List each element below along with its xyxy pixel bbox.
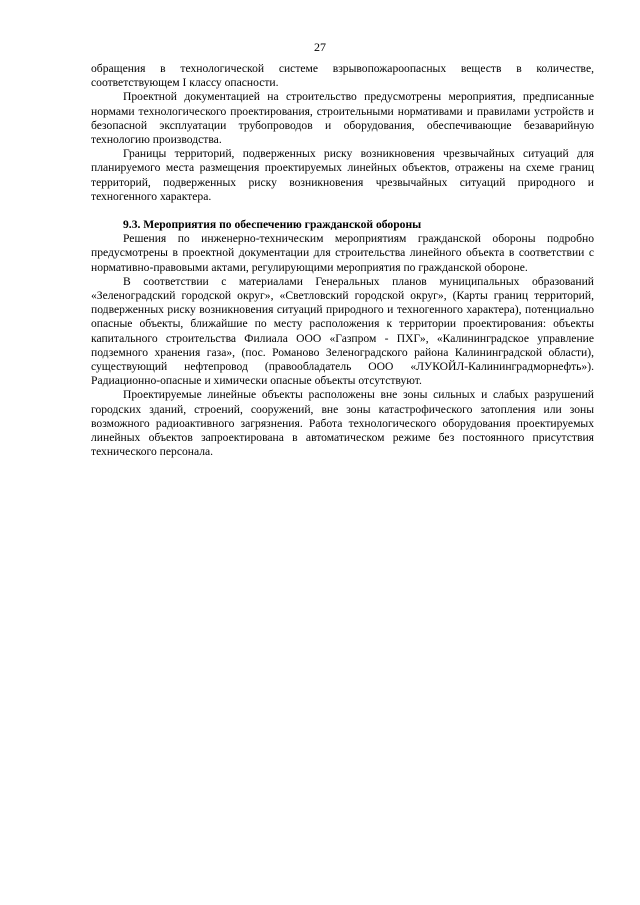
page-number: 27: [314, 40, 326, 54]
paragraph-design-measures: Проектной документацией на строительство предусмотрены мероприятия, предписанные нормами технологического проектирования, строительными нормативами и правилами устройств и безопасной эксплуатации трубопроводов и оборудования, обеспечивающие безаварийную технологию производства.: [91, 90, 594, 147]
paragraph-continuation: обращения в технологической системе взрывопожароопасных веществ в количестве, соответствующем I классу опасности.: [91, 62, 594, 90]
paragraph-risk-boundaries: Границы территорий, подверженных риску возникновения чрезвычайных ситуаций для планируемого места размещения проектируемых линейных объектов, отражены на схеме границ территорий, подверженных риску возникновения чрезвычайных ситуаций природного и техногенного характера.: [91, 147, 594, 203]
section-heading-civil-defense: 9.3. Мероприятия по обеспечению гражданской обороны: [123, 218, 422, 232]
paragraph-zone-location: Проектируемые линейные объекты расположены вне зоны сильных и слабых разрушений городских зданий, строений, сооружений, вне зоны катастрофического затопления или зоны возможного радиоактивного загрязнения. Работа технологического оборудования проектируемых линейных объектов запроектирована в автоматическом режиме без постоянного присутствия технического персонала.: [91, 388, 594, 459]
paragraph-engineering-decisions: Решения по инженерно-техническим мероприятиям гражданской обороны подробно предусмотрены в проектной документации для строительства линейного объекта в соответствии с нормативно-правовыми актами, регулирующими мероприятия по гражданской обороне.: [91, 232, 594, 274]
page-body: [91, 62, 594, 459]
paragraph-hazardous-objects: В соответствии с материалами Генеральных планов муниципальных образований «Зеленоградский городской округ», «Светловский городской округ», (Карты границ территорий, подверженных риску возникновения ситуаций природного и техногенного характера), потенциально опасные объекты, ближайшие по месту расположения к территории проектирования: объекты капитального строительства Филиала ООО «Газпром - ПХГ», «Калининградское управление подземного хранения газа», (пос. Романово Зеленоградского района Калининградской области), существующий нефтепровод (правообладатель ООО «ЛУКОЙЛ-Калининградморнефть»). Радиационно-опасные и химически опасные объекты отсутствуют.: [91, 274, 594, 388]
